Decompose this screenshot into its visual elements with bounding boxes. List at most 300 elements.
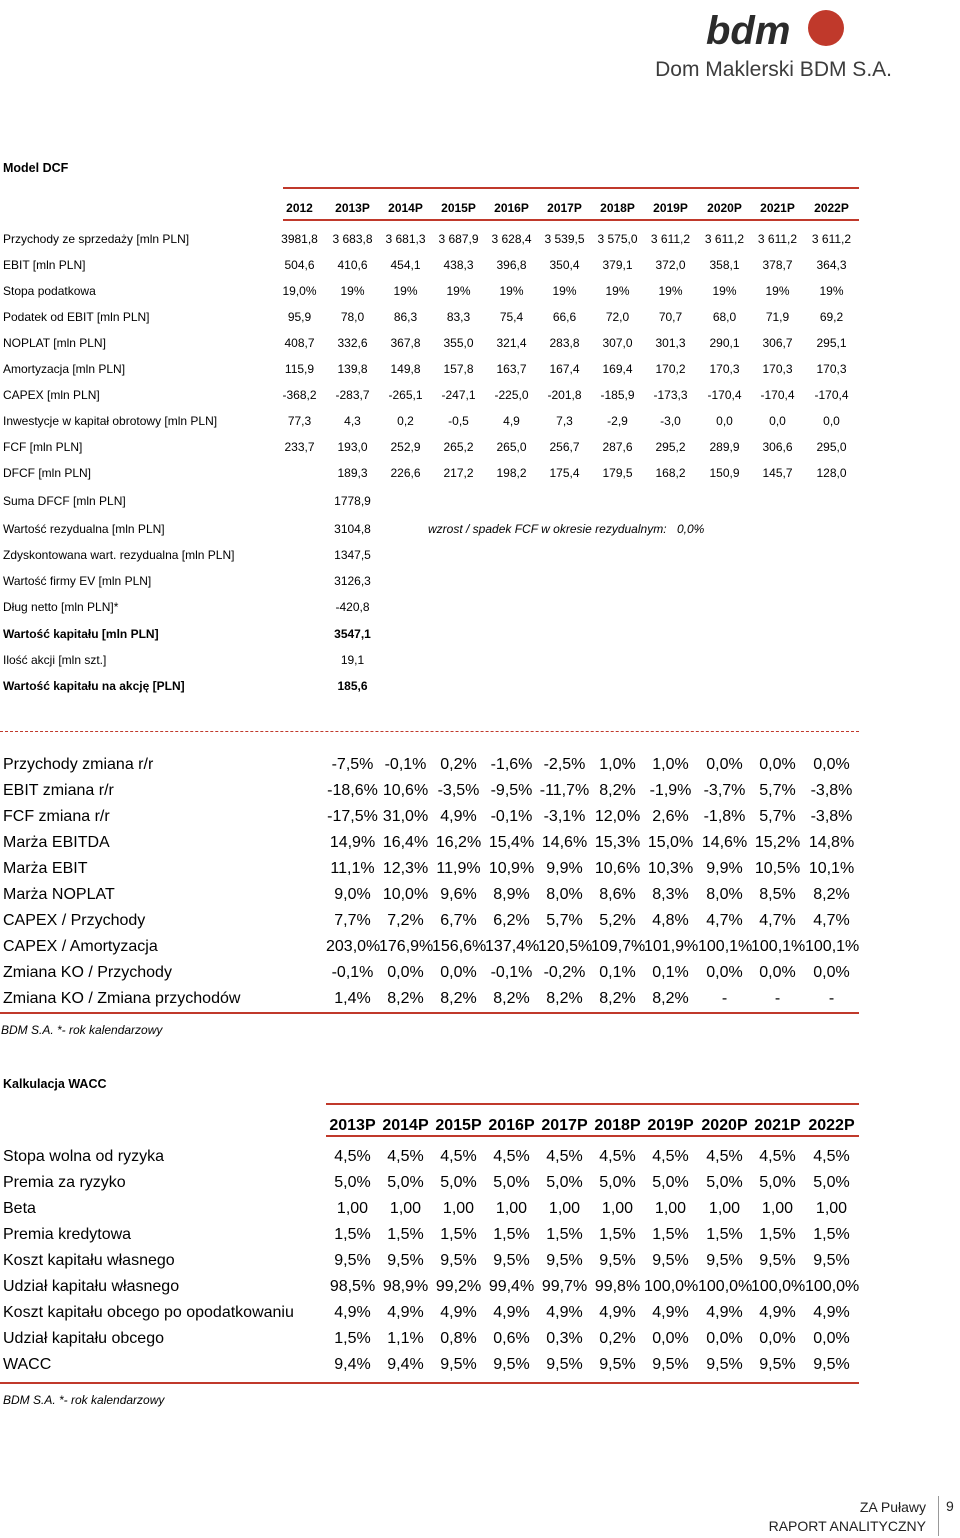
- table-cell: 3 611,2: [650, 232, 691, 246]
- table-cell: 4,7%: [706, 912, 743, 929]
- table-cell: 9,5%: [706, 1356, 743, 1373]
- table-cell: 9,5%: [599, 1356, 636, 1373]
- table-cell: 15,2%: [754, 834, 801, 851]
- table-cell: 19%: [605, 284, 630, 298]
- table-cell: 145,7: [762, 466, 793, 480]
- row-label: CAPEX / Przychody: [3, 912, 146, 929]
- table-cell: 355,0: [443, 336, 474, 350]
- table-cell: 321,4: [496, 336, 527, 350]
- table-cell: 9,5%: [493, 1356, 530, 1373]
- table-cell: 0,0%: [706, 1330, 743, 1347]
- wacc-bottom-rule: [0, 1382, 859, 1384]
- table-cell: 169,4: [602, 362, 633, 376]
- table-cell: 8,6%: [599, 886, 636, 903]
- table-cell: 9,5%: [546, 1356, 583, 1373]
- table-cell: -225,0: [494, 388, 529, 402]
- ratio-row: [0, 938, 860, 954]
- table-cell: 175,4: [549, 466, 580, 480]
- table-cell: 217,2: [443, 466, 474, 480]
- table-cell: 332,6: [337, 336, 368, 350]
- table-cell: 4,5%: [706, 1148, 743, 1165]
- table-cell: 1,5%: [546, 1226, 583, 1243]
- table-cell: 295,1: [816, 336, 847, 350]
- table-cell: 9,6%: [440, 886, 477, 903]
- table-cell: 301,3: [655, 336, 686, 350]
- table-cell: -0,1%: [331, 964, 374, 981]
- table-cell: 4,9%: [493, 1304, 530, 1321]
- wacc-row: [0, 1252, 860, 1268]
- ratio-row: [0, 912, 860, 928]
- table-cell: 75,4: [499, 310, 524, 324]
- row-label: Koszt kapitału własnego: [3, 1252, 175, 1269]
- table-cell: 0,0: [716, 414, 733, 428]
- row-label: CAPEX [mln PLN]: [3, 388, 100, 402]
- summary-label: Wartość kapitału na akcję [PLN]: [3, 679, 185, 693]
- table-cell: 4,9%: [652, 1304, 689, 1321]
- dcf-header-row: [0, 201, 860, 217]
- row-label: Stopa wolna od ryzyka: [3, 1148, 164, 1165]
- table-cell: 4,5%: [334, 1148, 371, 1165]
- table-cell: 0,0%: [387, 964, 424, 981]
- table-cell: 5,7%: [759, 782, 796, 799]
- dcf-row: [0, 310, 860, 326]
- table-cell: 1,00: [442, 1200, 475, 1217]
- table-cell: 5,7%: [759, 808, 796, 825]
- dcf-row: [0, 440, 860, 456]
- table-cell: 9,5%: [493, 1252, 530, 1269]
- table-cell: 4,5%: [493, 1148, 530, 1165]
- table-cell: 2,6%: [652, 808, 689, 825]
- table-cell: -0,2%: [543, 964, 586, 981]
- table-cell: 100,1%: [751, 938, 806, 955]
- table-cell: 5,7%: [546, 912, 583, 929]
- table-cell: 4,9%: [546, 1304, 583, 1321]
- table-cell: -18,6%: [327, 782, 378, 799]
- table-cell: 0,2%: [440, 756, 477, 773]
- table-cell: 287,6: [602, 440, 633, 454]
- dcf-row: [0, 232, 860, 248]
- table-cell: 0,0%: [652, 1330, 689, 1347]
- table-cell: -1,6%: [490, 756, 533, 773]
- table-cell: -1,8%: [703, 808, 746, 825]
- table-cell: -368,2: [282, 388, 317, 402]
- year-header: 2012: [286, 201, 313, 215]
- table-cell: 157,8: [443, 362, 474, 376]
- table-cell: 9,5%: [759, 1356, 796, 1373]
- table-cell: 295,2: [655, 440, 686, 454]
- table-cell: 410,6: [337, 258, 368, 272]
- table-cell: -170,4: [707, 388, 742, 402]
- table-cell: 283,8: [549, 336, 580, 350]
- table-cell: 9,5%: [334, 1252, 371, 1269]
- residual-growth-label: wzrost / spadek FCF w okresie rezydualnym:: [428, 522, 667, 536]
- table-cell: 170,3: [816, 362, 847, 376]
- row-label: Przychody zmiana r/r: [3, 756, 154, 773]
- table-cell: 99,4%: [488, 1278, 535, 1295]
- year-header: 2019P: [653, 201, 688, 215]
- table-cell: 10,3%: [647, 860, 694, 877]
- dcf-row: [0, 414, 860, 430]
- table-cell: 0,0%: [706, 964, 743, 981]
- table-cell: 100,0%: [751, 1278, 806, 1295]
- table-cell: 9,5%: [759, 1252, 796, 1269]
- table-cell: 3 575,0: [597, 232, 638, 246]
- table-cell: 9,9%: [546, 860, 583, 877]
- table-cell: 193,0: [337, 440, 368, 454]
- table-cell: 170,3: [709, 362, 740, 376]
- table-cell: 4,5%: [387, 1148, 424, 1165]
- table-cell: 16,4%: [382, 834, 429, 851]
- table-cell: -11,7%: [539, 782, 590, 799]
- table-cell: 9,9%: [706, 860, 743, 877]
- table-cell: 378,7: [762, 258, 793, 272]
- table-cell: 14,8%: [808, 834, 855, 851]
- table-cell: 1,00: [389, 1200, 422, 1217]
- table-cell: 372,0: [655, 258, 686, 272]
- dcf-header-bottom-rule: [283, 219, 859, 221]
- year-header: 2018P: [594, 1117, 641, 1134]
- summary-value: 185,6: [337, 679, 368, 693]
- row-label: EBIT zmiana r/r: [3, 782, 114, 799]
- logo-circle: [808, 10, 844, 46]
- ratio-row: [0, 782, 860, 798]
- table-cell: 1,4%: [334, 990, 371, 1007]
- table-cell: 8,9%: [493, 886, 530, 903]
- table-cell: -3,0: [660, 414, 681, 428]
- table-cell: 3 687,9: [438, 232, 479, 246]
- table-cell: 8,5%: [759, 886, 796, 903]
- table-cell: -2,9: [607, 414, 628, 428]
- table-cell: 4,5%: [599, 1148, 636, 1165]
- table-cell: 16,2%: [435, 834, 482, 851]
- ratio-row: [0, 990, 860, 1006]
- table-cell: 504,6: [284, 258, 315, 272]
- year-header: 2018P: [600, 201, 635, 215]
- table-cell: 367,8: [390, 336, 421, 350]
- dcf-row: [0, 284, 860, 300]
- table-cell: 1,1%: [387, 1330, 424, 1347]
- summary-row: [0, 494, 860, 510]
- table-cell: 379,1: [602, 258, 633, 272]
- ratio-row: [0, 756, 860, 772]
- table-cell: 4,8%: [652, 912, 689, 929]
- row-label: Premia kredytowa: [3, 1226, 132, 1243]
- table-cell: 0,0%: [759, 964, 796, 981]
- row-label: Marża NOPLAT: [3, 886, 115, 903]
- table-cell: 1,00: [601, 1200, 634, 1217]
- table-cell: 1,5%: [759, 1226, 796, 1243]
- table-cell: 3 628,4: [491, 232, 532, 246]
- page-number: 9: [946, 1498, 954, 1514]
- table-cell: 9,5%: [652, 1356, 689, 1373]
- table-cell: -: [774, 990, 781, 1007]
- table-cell: 3981,8: [281, 232, 318, 246]
- table-cell: 150,9: [709, 466, 740, 480]
- table-cell: 8,0%: [706, 886, 743, 903]
- table-cell: 7,7%: [334, 912, 371, 929]
- dcf-row: [0, 258, 860, 274]
- table-cell: 10,6%: [594, 860, 641, 877]
- table-cell: 6,2%: [493, 912, 530, 929]
- table-cell: -170,4: [814, 388, 849, 402]
- table-cell: 0,0%: [813, 1330, 850, 1347]
- dcf-row: [0, 336, 860, 352]
- table-cell: 4,3: [344, 414, 361, 428]
- ratios-note: BDM S.A. *- rok kalendarzowy: [1, 1023, 163, 1037]
- table-cell: 1,00: [708, 1200, 741, 1217]
- table-cell: 77,3: [287, 414, 312, 428]
- table-cell: 120,5%: [538, 938, 593, 955]
- table-cell: 1,0%: [652, 756, 689, 773]
- table-cell: 4,9%: [759, 1304, 796, 1321]
- section-divider: [0, 731, 859, 732]
- table-cell: 14,9%: [329, 834, 376, 851]
- summary-row: [0, 600, 860, 616]
- wacc-note: BDM S.A. *- rok kalendarzowy: [3, 1393, 165, 1407]
- table-cell: 163,7: [496, 362, 527, 376]
- table-cell: 289,9: [709, 440, 740, 454]
- table-cell: 307,0: [602, 336, 633, 350]
- table-cell: 364,3: [816, 258, 847, 272]
- row-label: Przychody ze sprzedaży [mln PLN]: [3, 232, 190, 246]
- table-cell: 295,0: [816, 440, 847, 454]
- year-header: 2015P: [435, 1117, 482, 1134]
- wacc-row: [0, 1200, 860, 1216]
- summary-label: Wartość kapitału [mln PLN]: [3, 627, 159, 641]
- row-label: CAPEX / Amortyzacja: [3, 938, 158, 955]
- table-cell: 31,0%: [382, 808, 429, 825]
- table-cell: 15,0%: [647, 834, 694, 851]
- table-cell: 3 681,3: [385, 232, 426, 246]
- row-label: WACC: [3, 1356, 52, 1373]
- table-cell: -3,1%: [543, 808, 586, 825]
- table-cell: -201,8: [547, 388, 582, 402]
- table-cell: 4,9%: [813, 1304, 850, 1321]
- table-cell: 83,3: [446, 310, 471, 324]
- table-cell: 9,5%: [546, 1252, 583, 1269]
- table-cell: 176,9%: [379, 938, 434, 955]
- table-cell: 19%: [552, 284, 577, 298]
- summary-value: 19,1: [340, 653, 365, 667]
- year-header: 2017P: [547, 201, 582, 215]
- table-cell: -2,5%: [543, 756, 586, 773]
- table-cell: 5,0%: [599, 1174, 636, 1191]
- summary-label: Zdyskontowana wart. rezydualna [mln PLN]: [3, 548, 235, 562]
- table-cell: 396,8: [496, 258, 527, 272]
- table-cell: 68,0: [712, 310, 737, 324]
- table-cell: 15,4%: [488, 834, 535, 851]
- table-cell: -: [721, 990, 728, 1007]
- table-cell: 3 611,2: [704, 232, 745, 246]
- table-cell: 10,1%: [808, 860, 855, 877]
- table-cell: 1,5%: [387, 1226, 424, 1243]
- summary-row: [0, 627, 860, 643]
- table-cell: 0,0%: [706, 756, 743, 773]
- table-cell: 0,3%: [546, 1330, 583, 1347]
- table-cell: 8,2%: [493, 990, 530, 1007]
- table-cell: 100,0%: [805, 1278, 860, 1295]
- row-label: Zmiana KO / Zmiana przychodów: [3, 990, 241, 1007]
- table-cell: 100,0%: [644, 1278, 699, 1295]
- table-cell: 5,0%: [387, 1174, 424, 1191]
- table-cell: 101,9%: [644, 938, 699, 955]
- table-cell: 5,0%: [652, 1174, 689, 1191]
- row-label: Zmiana KO / Przychody: [3, 964, 172, 981]
- table-cell: 4,9%: [387, 1304, 424, 1321]
- table-cell: 252,9: [390, 440, 421, 454]
- table-cell: 4,5%: [440, 1148, 477, 1165]
- brand-name: Dom Maklerski BDM S.A.: [655, 58, 892, 81]
- table-cell: 0,0: [769, 414, 786, 428]
- summary-value: 3104,8: [334, 522, 371, 536]
- table-cell: 12,3%: [382, 860, 429, 877]
- table-cell: -1,9%: [649, 782, 692, 799]
- table-cell: 8,2%: [546, 990, 583, 1007]
- summary-row: [0, 653, 860, 669]
- row-label: Marża EBIT: [3, 860, 88, 877]
- table-cell: 14,6%: [701, 834, 748, 851]
- year-header: 2016P: [488, 1117, 535, 1134]
- table-cell: 9,5%: [813, 1356, 850, 1373]
- table-cell: 8,2%: [599, 782, 636, 799]
- ratio-row: [0, 860, 860, 876]
- table-cell: 8,2%: [813, 886, 850, 903]
- table-cell: 0,0%: [813, 756, 850, 773]
- table-cell: 10,6%: [382, 782, 429, 799]
- table-cell: 1,00: [761, 1200, 794, 1217]
- summary-row: [0, 574, 860, 590]
- table-cell: 14,6%: [541, 834, 588, 851]
- table-cell: 100,1%: [805, 938, 860, 955]
- table-cell: 9,5%: [387, 1252, 424, 1269]
- table-cell: 70,7: [658, 310, 683, 324]
- table-cell: 8,2%: [387, 990, 424, 1007]
- table-cell: -: [828, 990, 835, 1007]
- table-cell: 189,3: [337, 466, 368, 480]
- row-label: Podatek od EBIT [mln PLN]: [3, 310, 150, 324]
- year-header: 2020P: [707, 201, 742, 215]
- table-cell: 203,0%: [326, 938, 381, 955]
- table-cell: 99,2%: [435, 1278, 482, 1295]
- table-cell: 72,0: [605, 310, 630, 324]
- ratio-row: [0, 808, 860, 824]
- table-cell: 233,7: [284, 440, 315, 454]
- summary-value: 3547,1: [334, 627, 371, 641]
- table-cell: -185,9: [600, 388, 635, 402]
- table-cell: 0,0%: [759, 756, 796, 773]
- table-cell: 8,2%: [599, 990, 636, 1007]
- row-label: Inwestycje w kapitał obrotowy [mln PLN]: [3, 414, 218, 428]
- table-cell: 0,6%: [493, 1330, 530, 1347]
- wacc-row: [0, 1330, 860, 1346]
- row-label: EBIT [mln PLN]: [3, 258, 86, 272]
- footer-report-type: RAPORT ANALITYCZNY: [768, 1518, 926, 1534]
- table-cell: 1,5%: [652, 1226, 689, 1243]
- table-cell: 1,5%: [493, 1226, 530, 1243]
- table-cell: 115,9: [284, 362, 315, 376]
- table-cell: 10,5%: [754, 860, 801, 877]
- year-header: 2014P: [388, 201, 423, 215]
- row-label: Amortyzacja [mln PLN]: [3, 362, 126, 376]
- wacc-row: [0, 1356, 860, 1372]
- table-cell: 4,5%: [546, 1148, 583, 1165]
- table-cell: 4,9%: [334, 1304, 371, 1321]
- wacc-header-top-rule: [326, 1103, 859, 1105]
- table-cell: 109,7%: [591, 938, 646, 955]
- table-cell: 5,0%: [813, 1174, 850, 1191]
- table-cell: 1,0%: [599, 756, 636, 773]
- table-cell: 167,4: [549, 362, 580, 376]
- wacc-row: [0, 1278, 860, 1294]
- ratios-bottom-rule: [0, 1012, 859, 1014]
- table-cell: 5,0%: [706, 1174, 743, 1191]
- table-cell: 19%: [393, 284, 418, 298]
- table-cell: 0,1%: [652, 964, 689, 981]
- dcf-row: [0, 466, 860, 482]
- table-cell: 265,0: [496, 440, 527, 454]
- year-header: 2022P: [814, 201, 849, 215]
- table-cell: -0,1%: [384, 756, 427, 773]
- table-cell: -283,7: [335, 388, 370, 402]
- table-cell: 19%: [819, 284, 844, 298]
- table-cell: 156,6%: [432, 938, 487, 955]
- row-label: Marża EBITDA: [3, 834, 110, 851]
- table-cell: 7,3: [556, 414, 573, 428]
- dcf-title: Model DCF: [3, 161, 69, 175]
- table-cell: 5,0%: [546, 1174, 583, 1191]
- table-cell: -3,8%: [810, 782, 853, 799]
- table-cell: 66,6: [552, 310, 577, 324]
- table-cell: 1,00: [815, 1200, 848, 1217]
- table-cell: 438,3: [443, 258, 474, 272]
- table-cell: -0,1%: [490, 808, 533, 825]
- table-cell: 1,5%: [334, 1226, 371, 1243]
- summary-row: [0, 548, 860, 564]
- wacc-row: [0, 1174, 860, 1190]
- table-cell: 5,2%: [599, 912, 636, 929]
- dcf-row: [0, 388, 860, 404]
- row-label: Stopa podatkowa: [3, 284, 96, 298]
- table-cell: 9,5%: [813, 1252, 850, 1269]
- row-label: Premia za ryzyko: [3, 1174, 126, 1191]
- table-cell: 358,1: [709, 258, 740, 272]
- row-label: DFCF [mln PLN]: [3, 466, 92, 480]
- table-cell: 1,00: [336, 1200, 369, 1217]
- table-cell: 226,6: [390, 466, 421, 480]
- table-cell: 0,0%: [440, 964, 477, 981]
- table-cell: 19%: [658, 284, 683, 298]
- row-label: FCF [mln PLN]: [3, 440, 83, 454]
- ratio-row: [0, 886, 860, 902]
- table-cell: 9,5%: [706, 1252, 743, 1269]
- table-cell: 71,9: [765, 310, 790, 324]
- table-cell: 95,9: [287, 310, 312, 324]
- table-cell: 19%: [446, 284, 471, 298]
- year-header: 2022P: [808, 1117, 855, 1134]
- table-cell: 98,9%: [382, 1278, 429, 1295]
- wacc-row: [0, 1148, 860, 1164]
- table-cell: 11,1%: [330, 860, 375, 877]
- year-header: 2013P: [335, 201, 370, 215]
- table-cell: 4,5%: [813, 1148, 850, 1165]
- table-cell: 8,0%: [546, 886, 583, 903]
- table-cell: 306,7: [762, 336, 793, 350]
- table-cell: -17,5%: [327, 808, 378, 825]
- table-cell: 4,5%: [759, 1148, 796, 1165]
- wacc-header-row: [0, 1117, 860, 1133]
- dcf-row: [0, 362, 860, 378]
- table-cell: 1,00: [495, 1200, 528, 1217]
